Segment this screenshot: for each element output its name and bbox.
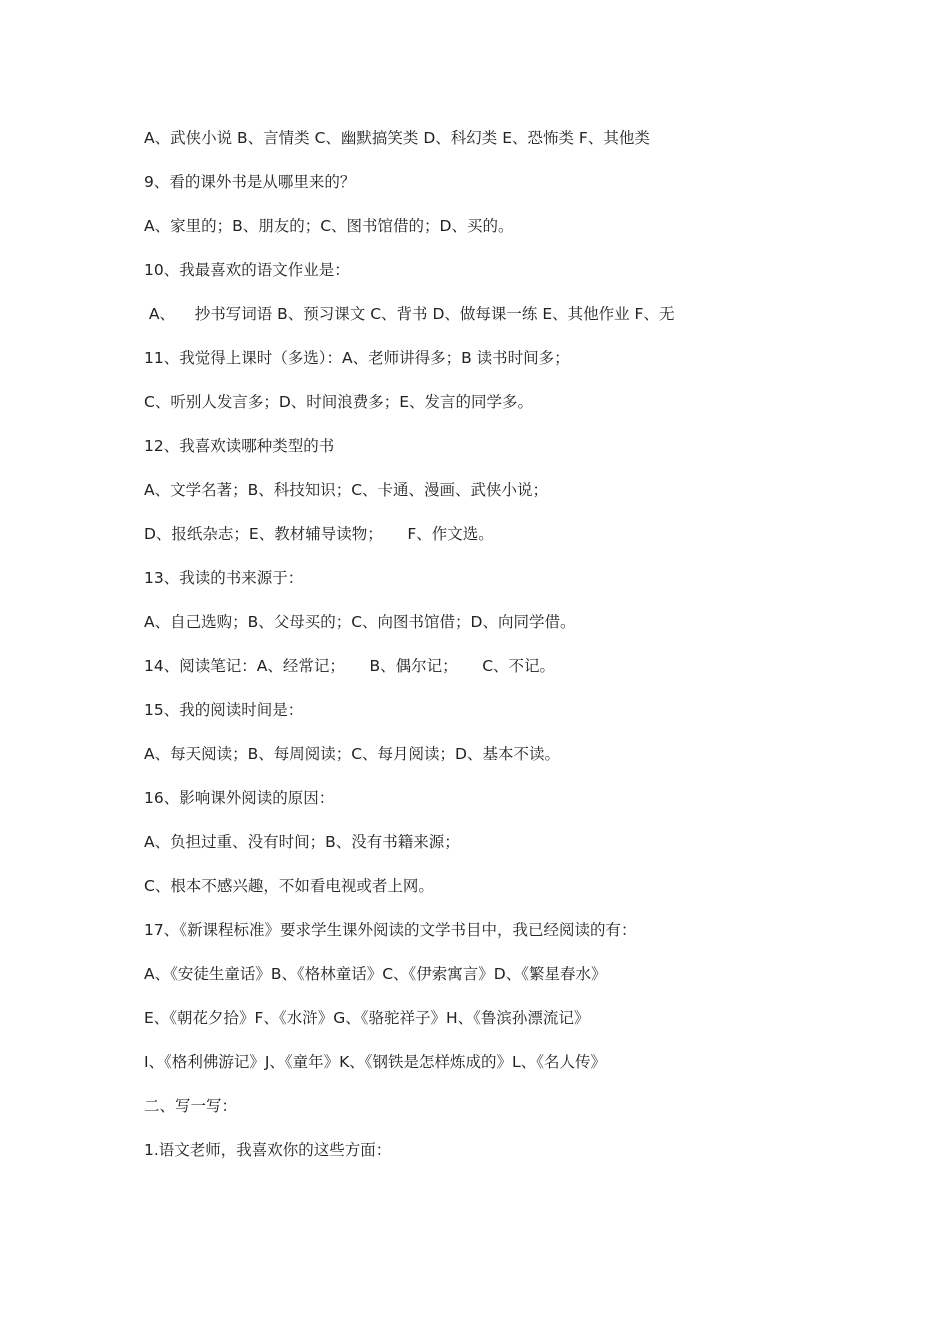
answer-options-line: A、 抄书写词语 B、预习课文 C、背书 D、做每课一练 E、其他作业 F、无 <box>144 305 675 323</box>
question-16: 16、影响课外阅读的原因： <box>144 789 335 807</box>
question-14: 14、阅读笔记：A、经常记； B、偶尔记； C、不记。 <box>144 657 556 675</box>
answer-options-line: A、《安徒生童话》B、《格林童话》C、《伊索寓言》D、《繁星春水》 <box>144 965 607 983</box>
answer-options-line: A、文学名著；B、科技知识；C、卡通、漫画、武侠小说； <box>144 481 549 499</box>
answer-options-line: A、自己选购；B、父母买的；C、向图书馆借；D、向同学借。 <box>144 613 576 631</box>
question-17: 17、《新课程标准》要求学生课外阅读的文学书目中，我已经阅读的有： <box>144 921 637 939</box>
question-12: 12、我喜欢读哪种类型的书 <box>144 437 335 455</box>
question-15: 15、我的阅读时间是： <box>144 701 304 719</box>
answer-options-line: C、根本不感兴趣，不如看电视或者上网。 <box>144 877 434 895</box>
writing-prompt-1: 1.语文老师，我喜欢你的这些方面： <box>144 1141 392 1159</box>
answer-options-line: I、《格利佛游记》J、《童年》K、《钢铁是怎样炼成的》L、《名人传》 <box>144 1053 606 1071</box>
answer-options-line: C、听别人发言多；D、时间浪费多；E、发言的同学多。 <box>144 393 534 411</box>
answer-options-line: A、家里的；B、朋友的；C、图书馆借的；D、买的。 <box>144 217 514 235</box>
section-heading: 二、写一写： <box>144 1097 238 1115</box>
question-10: 10、我最喜欢的语文作业是： <box>144 261 350 279</box>
question-9: 9、看的课外书是从哪里来的？ <box>144 173 356 191</box>
answer-options-line: A、负担过重、没有时间；B、没有书籍来源； <box>144 833 460 851</box>
answer-options-line: A、武侠小说 B、言情类 C、幽默搞笑类 D、科幻类 E、恐怖类 F、其他类 <box>144 129 650 147</box>
document-body <box>144 126 844 1182</box>
question-13: 13、我读的书来源于： <box>144 569 304 587</box>
question-11: 11、我觉得上课时（多选）：A、老师讲得多；B 读书时间多； <box>144 349 570 367</box>
answer-options-line: A、每天阅读；B、每周阅读；C、每月阅读；D、基本不读。 <box>144 745 560 763</box>
answer-options-line: E、《朝花夕拾》F、《水浒》G、《骆驼祥子》H、《鲁滨孙漂流记》 <box>144 1009 590 1027</box>
answer-options-line: D、报纸杂志；E、教材辅导读物； F、作文选。 <box>144 525 494 543</box>
